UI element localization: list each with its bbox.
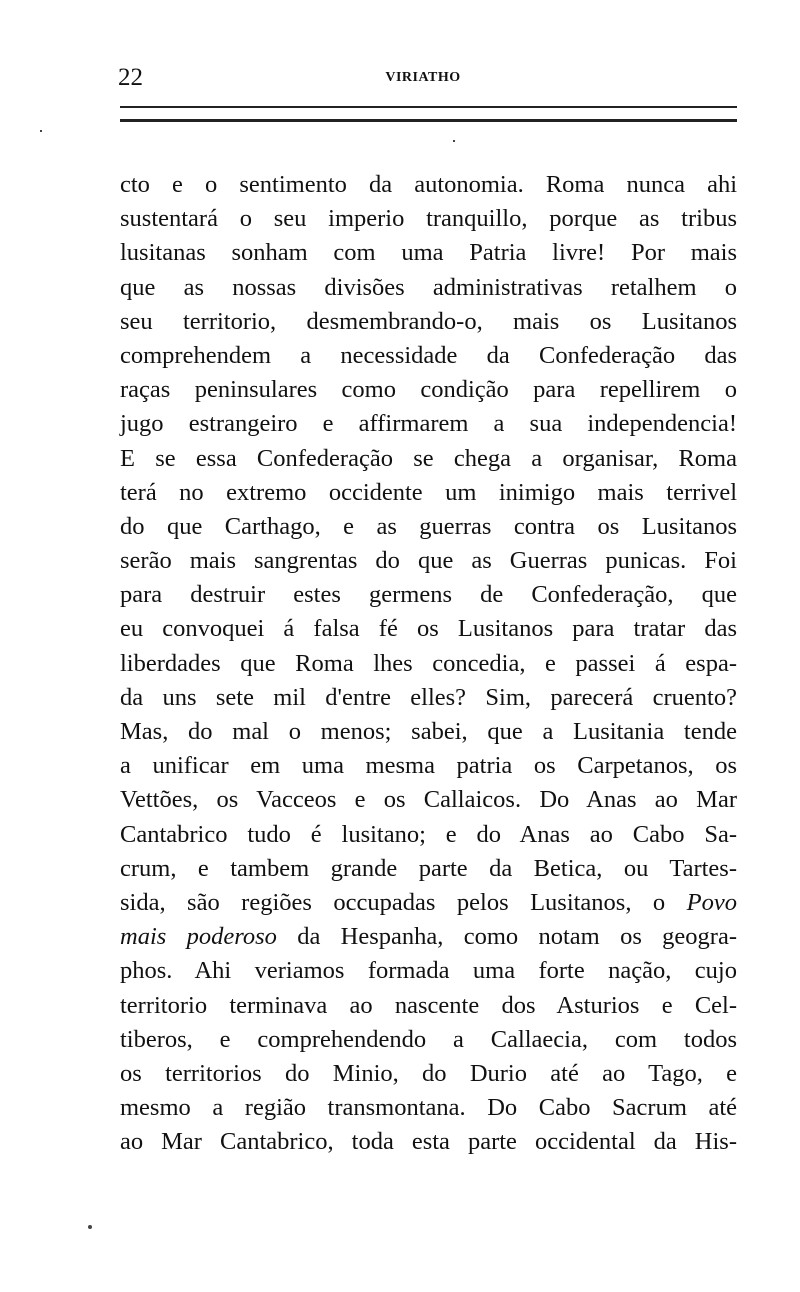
text-line: para destruir estes germens de Confederação, que <box>120 581 737 609</box>
text-line: Mas, do mal o menos; sabei, que a Lusitania tende <box>120 718 737 745</box>
text-line: sida, são regiões occupadas pelos Lusitanos, o Povo <box>120 888 737 916</box>
text-line: E se essa Confederação se chega a organisar, Roma <box>120 444 737 472</box>
text-line: Vettões, os Vacceos e os Callaicos. Do Anas ao Mar <box>120 786 737 814</box>
scan-speck <box>88 1225 92 1229</box>
text-line: phos. Ahi veriamos formada uma forte nação, cujo <box>120 957 737 985</box>
text-line: territorio terminava ao nascente dos Asturios e Cel- <box>120 991 737 1019</box>
text-line: que as nossas divisões administrativas retalhem o <box>120 273 737 301</box>
text-line: liberdades que Roma lhes concedia, e passei á espa- <box>120 649 737 677</box>
text-line: eu convoquei á falsa fé os Lusitanos para tratar das <box>120 615 737 643</box>
italic-text: Povo <box>686 888 737 916</box>
text-line: mesmo a região transmontana. Do Cabo Sacrum até <box>120 1094 737 1122</box>
text-line: os territorios do Minio, do Durio até ao Tago, e <box>120 1059 737 1087</box>
text-line: a unificar em uma mesma patria os Carpetanos, os <box>120 752 737 780</box>
text-line: seu territorio, desmembrando-o, mais os Lusitanos <box>120 307 737 335</box>
text-line: do que Carthago, e as guerras contra os Lusitanos <box>120 512 737 540</box>
running-title: VIRIATHO <box>385 70 461 85</box>
text-line: cto e o sentimento da autonomia. Roma nunca ahi <box>120 171 737 198</box>
scan-speck <box>40 130 42 132</box>
text-line: serão mais sangrentas do que as Guerras punicas. Foi <box>120 547 737 575</box>
page-body-text <box>120 168 737 1159</box>
text-line: lusitanas sonham com uma Patria livre! Por mais <box>120 239 737 267</box>
text-line: mais poderoso da Hespanha, como notam os geogra- <box>120 923 737 951</box>
header-rule-bottom <box>120 119 737 122</box>
text-line: sustentará o seu imperio tranquillo, porque as tribus <box>120 205 737 233</box>
text-line: crum, e tambem grande parte da Betica, ou Tartes- <box>120 854 737 882</box>
text-line: raças peninsulares como condição para repellirem o <box>120 376 737 404</box>
text-line: comprehendem a necessidade da Confederação das <box>120 341 737 369</box>
text-line: da uns sete mil d'entre elles? Sim, parecerá cruento? <box>120 683 737 711</box>
text-line: tiberos, e comprehendendo a Callaecia, com todos <box>120 1025 737 1053</box>
italic-text: mais poderoso <box>120 923 277 951</box>
text-line: Cantabrico tudo é lusitano; e do Anas ao Cabo Sa- <box>120 820 737 848</box>
text-line: jugo estrangeiro e affirmarem a sua independencia! <box>120 410 737 438</box>
page-number: 22 <box>118 64 143 91</box>
scan-speck <box>453 140 455 142</box>
text-line: ao Mar Cantabrico, toda esta parte occidental da His- <box>120 1128 737 1156</box>
header-rule-top <box>120 106 737 108</box>
text-line: terá no extremo occidente um inimigo mais terrivel <box>120 478 737 506</box>
